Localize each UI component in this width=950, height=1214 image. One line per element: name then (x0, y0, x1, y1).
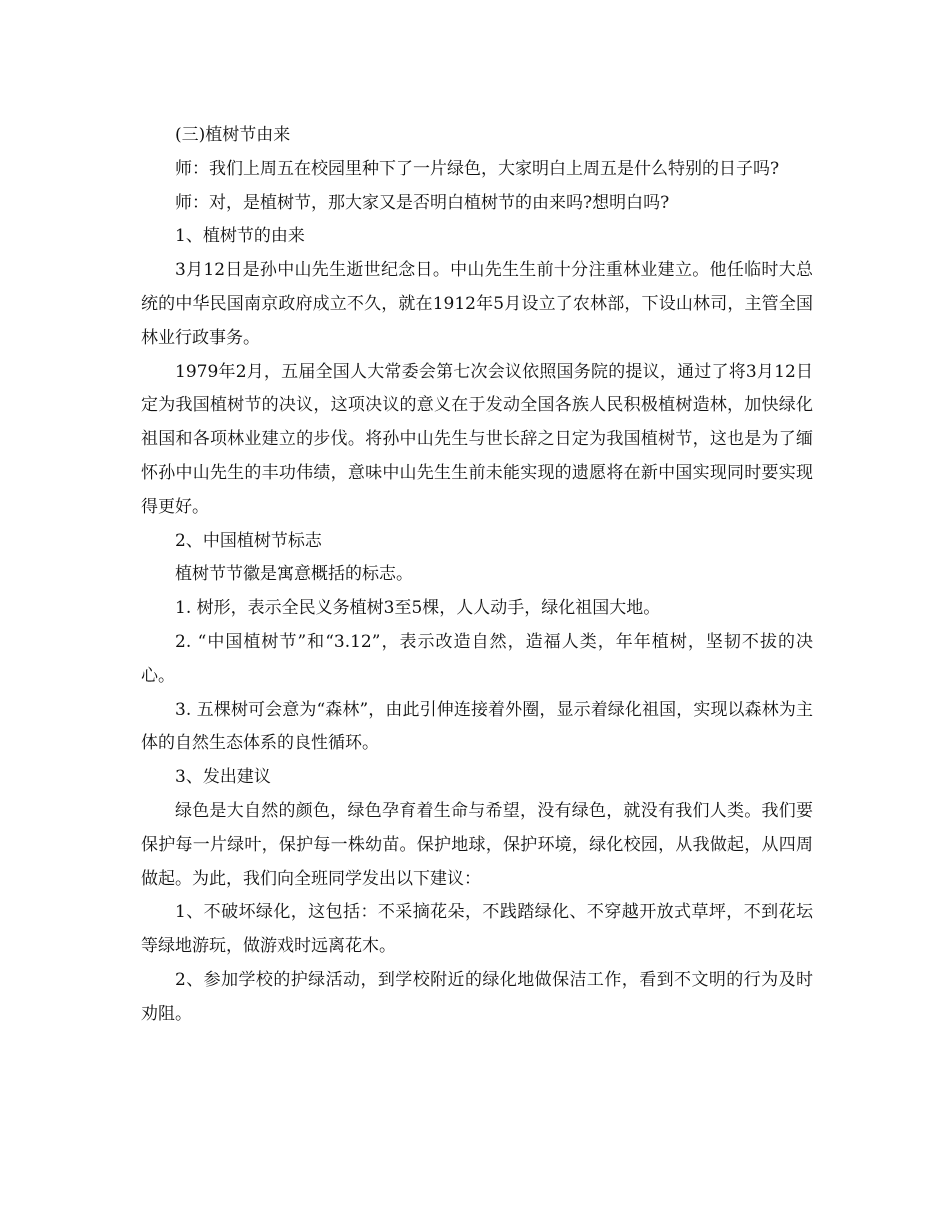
paragraph-sun-yat-sen: 3月12日是孙中山先生逝世纪念日。中山先生生前十分注重林业建立。他任临时大总统的中华民国南京政府成立不久，就在1912年5月设立了农林部，下设山林司，主管全国林业行政事务。 (141, 260, 813, 348)
emblem-item-3: 3. 五棵树可会意为“森林”，由此引伸连接着外圈，显示着绿化祖国，实现以森林为主体的自然生态体系的良性循环。 (141, 699, 813, 754)
proposal-item-2: 2、参加学校的护绿活动，到学校附近的绿化地做保洁工作，看到不文明的行为及时劝阻。 (141, 969, 813, 1024)
paragraph-emblem-intro: 植树节节徽是寓意概括的标志。 (175, 564, 413, 585)
paragraph-1979-resolution: 1979年2月，五届全国人大常委会第七次会议依照国务院的提议，通过了将3月12日定为我国植树节的决议，这项决议的意义在于发动全国各族人民积极植树造林，加快绿化祖国和各项林业建立的步伐。将孙中山先生与世长辞之日定为我国植树节，这也是为了缅怀孙中山先生的丰功伟绩，意味中山先生生前未能实现的遗愿将在新中国实现同时要实现得更好。 (141, 361, 813, 517)
teacher-question-1: 师：我们上周五在校园里种下了一片绿色，大家明白上周五是什么特别的日子吗? (175, 158, 780, 179)
subheading-proposal: 3、发出建议 (175, 767, 271, 788)
emblem-item-1: 1. 树形，表示全民义务植树3至5棵，人人动手，绿化祖国大地。 (175, 598, 661, 619)
emblem-item-2: 2. “中国植树节”和“3.12”，表示改造自然，造福人类，年年植树，坚韧不拔的决心。 (141, 631, 813, 686)
section-heading-origin: (三)植树节由来 (175, 125, 291, 145)
paragraph-proposal-intro: 绿色是大自然的颜色，绿色孕育着生命与希望，没有绿色，就没有我们人类。我们要保护每一片绿叶，保护每一株幼苗。保护地球，保护环境，绿化校园，从我做起，从四周做起。为此，我们向全班同学发出以下建议： (141, 800, 813, 889)
teacher-question-2: 师：对，是植树节，那大家又是否明白植树节的由来吗?想明白吗? (175, 192, 670, 213)
subheading-origin: 1、植树节的由来 (175, 226, 305, 247)
proposal-item-1: 1、不破坏绿化，这包括：不采摘花朵，不践踏绿化、不穿越开放式草坪，不到花坛等绿地游玩，做游戏时远离花木。 (141, 902, 813, 957)
subheading-emblem: 2、中国植树节标志 (175, 530, 322, 551)
document-body (141, 119, 813, 1032)
